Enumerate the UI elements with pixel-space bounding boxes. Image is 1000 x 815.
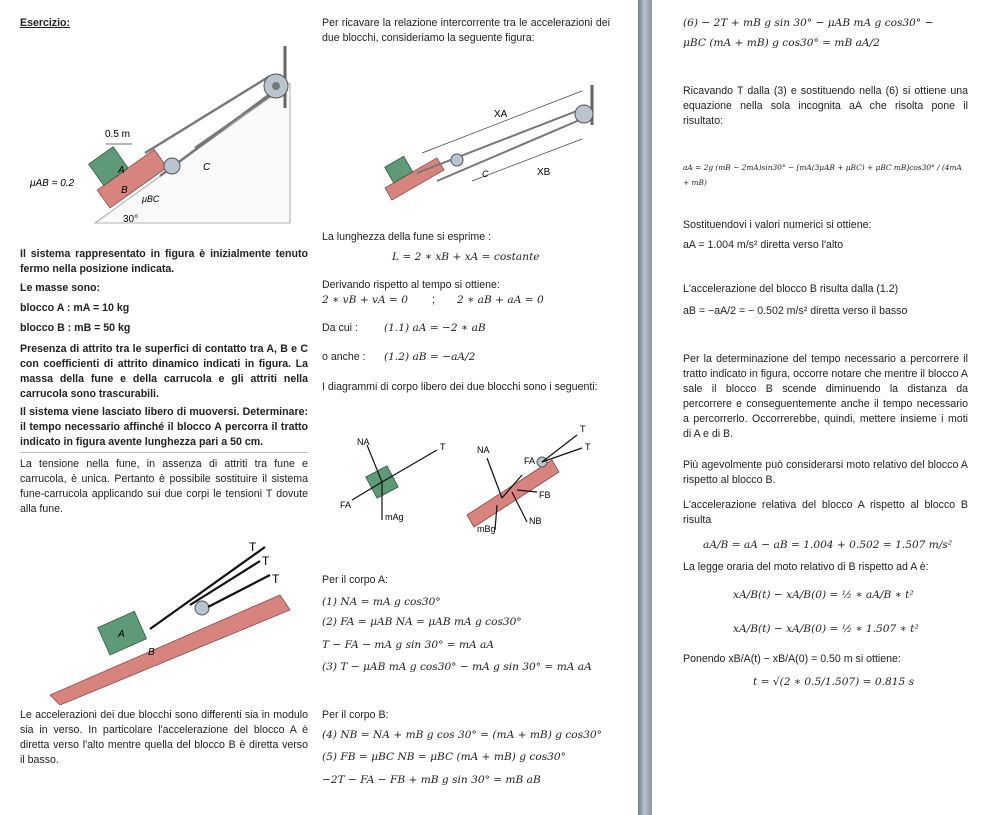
- body-a-title: Per il corpo A:: [322, 574, 388, 586]
- document-page-2: [652, 0, 1000, 815]
- eq-a2: (2) FA = μAB NA = μAB mA g cos30°: [322, 616, 522, 628]
- aab-equation: aA/B = aA − aB = 1.004 + 0.502 = 1.507 m/s²: [703, 539, 953, 551]
- eq-a3: T − FA − mA g sin 30° = mA aA: [322, 639, 495, 651]
- o-anche-label: o anche :: [322, 351, 366, 363]
- xa-label: XA: [494, 109, 508, 120]
- fbd-b-t-label-1: T: [580, 424, 586, 434]
- friction-text: Presenza di attrito tra le superfici di contatto tra A, B e C con coefficienti di attrito dinamico indicati in figura. La massa della fune e della carrucola e gli attriti nella carrucola sono trascurabili.: [20, 343, 308, 400]
- fbd-mbg-label: mBg: [477, 524, 496, 534]
- mu-bc-label: μBC: [142, 194, 160, 204]
- fbd-b-t-label-2: T: [585, 442, 591, 452]
- figure-inclined-plane-system: [20, 38, 310, 238]
- fbd-b-tension-1: [542, 435, 577, 462]
- law-equation-1: xA/B(t) − xA/B(0) = ½ ∗ aA/B ∗ t²: [733, 589, 914, 601]
- fig3-pulley-top: [575, 105, 593, 123]
- derive-text: Derivando rispetto al tempo si ottiene:: [322, 279, 500, 291]
- eq-a4: (3) T − μAB mA g cos30° − mA g sin 30° = mA aA: [322, 661, 592, 673]
- mu-ab-label: μAB = 0.2: [30, 178, 75, 189]
- t-label-2: T: [262, 554, 270, 568]
- exercise-title: Esercizio:: [20, 17, 71, 29]
- fig2-a-label: A: [118, 629, 125, 640]
- fbd-b-tension-2: [542, 448, 582, 462]
- fbd-fb-label: FB: [539, 490, 551, 500]
- fig3-rope-2: [437, 119, 582, 181]
- law-equation-2: xA/B(t) − xA/B(0) = ½ ∗ 1.507 ∗ t²: [733, 623, 919, 635]
- acceleration-equation: 2 ∗ aB + aA = 0: [457, 294, 544, 306]
- question-text: Il sistema viene lasciato libero di muoversi. Determinare: il tempo necessario affinché il blocco A percorra il tratto indicato in figura avente lunghezza pari a 50 cm.: [20, 406, 308, 448]
- rope-text: La lunghezza della fune si esprime :: [322, 231, 492, 243]
- aa-formula: aA = 2g (mB − 2mA)sin30° − [mA(3μAB + μBC) + μBC mB]cos30° / (4mA + mB): [683, 163, 962, 187]
- xa-dimension: [422, 91, 582, 153]
- pulley-axle: [272, 82, 280, 90]
- pulley-small: [164, 158, 180, 174]
- time-result: t = √(2 ∗ 0.5/1.507) = 0.815 s: [753, 676, 915, 688]
- fig2-b-label: B: [148, 647, 155, 658]
- acceleration-text: Le accelerazioni dei due blocchi sono differenti sia in modulo sia in verso. In particolare l'accelerazione del blocco A è diretta verso l'alto mentre quella del blocco B è diretta verso il basso.: [20, 709, 308, 766]
- fbd-b-na: [487, 458, 502, 498]
- rope-equation: L = 2 ∗ xB + xA = costante: [392, 251, 540, 263]
- t-label-1: T: [249, 540, 257, 554]
- mass-a: blocco A : mA = 10 kg: [20, 302, 130, 314]
- body-b-title: Per il corpo B:: [322, 709, 389, 721]
- derive-separator: ;: [432, 294, 435, 306]
- fbd-t-label: T: [440, 442, 446, 452]
- tension-text: La tensione nella fune, in assenza di attriti tra fune e carrucola, è unica. Pertanto è possibile sostituire il sistema fune-carrucola applicando sui due corpi le tensioni T dovute alla fune.: [20, 458, 308, 515]
- eq-1-2: (1.2) aB = −aA/2: [384, 351, 476, 363]
- eq-b6: −2T − FA − FB + mB g sin 30° = mB aB: [322, 774, 541, 786]
- eq-b4: (4) NB = NA + mB g cos 30° = (mA + mB) g cos30°: [322, 729, 602, 741]
- relative-motion-text: Più agevolmente può considerarsi moto relativo del blocco A rispetto al blocco B.: [683, 459, 968, 486]
- relative-acc-text: L'accelerazione relativa del blocco A rispetto al blocco B risulta: [683, 499, 968, 526]
- block-b-label: B: [121, 185, 128, 196]
- fbd-a-tension: [382, 450, 437, 482]
- fig3-c-label: C: [482, 169, 489, 179]
- window-background: [638, 0, 652, 815]
- angle-label: 30°: [123, 214, 139, 225]
- mass-b: blocco B : mB = 50 kg: [20, 322, 131, 334]
- masses-title: Le masse sono:: [20, 282, 101, 294]
- velocity-equation: 2 ∗ vB + vA = 0: [322, 294, 409, 306]
- fbd-mag-label: mAg: [385, 512, 404, 522]
- eq-a1: (1) NA = mA g cos30°: [322, 596, 441, 608]
- ab-result: aB = −aA/2 = − 0.502 m/s² diretta verso il basso: [683, 305, 908, 317]
- ponendo-text: Ponendo xB/A(t) − xB/A(0) = 0.50 m si ottiene:: [683, 653, 901, 665]
- law-intro: La legge oraria del moto relativo di B rispetto ad A è:: [683, 561, 929, 573]
- fbd-b-fa-label: FA: [524, 456, 536, 466]
- problem-text: Il sistema rappresentato in figura è inizialmente tenuto fermo nella posizione indicata.: [20, 248, 308, 275]
- divider: [20, 452, 308, 453]
- block-a-label: A: [118, 165, 125, 176]
- numeric-intro: Sostituendovi i valori numerici si ottiene:: [683, 219, 872, 231]
- block-b-flat: [50, 595, 290, 705]
- c-label: C: [203, 162, 211, 173]
- eq-6-line2: μBC (mA + mB) g cos30° = mB aA/2: [683, 37, 880, 49]
- solve-text: Ricavando T dalla (3) e sostituendo nella (6) si ottiene una equazione nella sola incognita aA che risolta pone il risultato:: [683, 85, 968, 127]
- eq-b5: (5) FB = μBC NB = μBC (mA + mB) g cos30°: [322, 751, 566, 763]
- fbd-nb-label: NB: [529, 516, 542, 526]
- aa-result: aA = 1.004 m/s² diretta verso l'alto: [683, 239, 844, 251]
- fbd-b-na-label: NA: [477, 445, 490, 455]
- t-label-3: T: [272, 572, 280, 586]
- eq-6-line1: (6) − 2T + mB g sin 30° − μAB mA g cos30° −: [683, 17, 934, 29]
- figure-rope-length: [382, 85, 612, 215]
- free-body-diagrams: [337, 420, 612, 540]
- da-cui-label: Da cui :: [322, 322, 358, 334]
- xb-label: XB: [537, 167, 551, 178]
- fbd-na-label: NA: [357, 437, 370, 447]
- intro-text: Per ricavare la relazione intercorrente tra le accelerazioni dei due blocchi, consideriamo la seguente figura:: [322, 17, 610, 44]
- figure-tensions: [50, 535, 310, 705]
- time-text: Per la determinazione del tempo necessario a percorrere il tratto indicato in figura, occorre notare che mentre il blocco A sale il blocco B scende diminuendo la distanza da percorrere e conseguentemente anche il tempo necessario a percorrerlo. Occorrerebbe, quindi, mettere insieme i moti di A e di B.: [683, 353, 969, 440]
- fbd-intro: I diagrammi di corpo libero dei due blocchi sono i seguenti:: [322, 381, 598, 393]
- ab-intro: L'accelerazione del blocco B risulta dalla (1.2): [683, 283, 899, 295]
- fbd-fa-label: FA: [340, 500, 352, 510]
- eq-1-1: (1.1) aA = −2 ∗ aB: [384, 322, 486, 334]
- dist-label: 0.5 m: [105, 129, 131, 140]
- pulley-flat: [195, 601, 209, 615]
- fig3-pulley: [451, 154, 463, 166]
